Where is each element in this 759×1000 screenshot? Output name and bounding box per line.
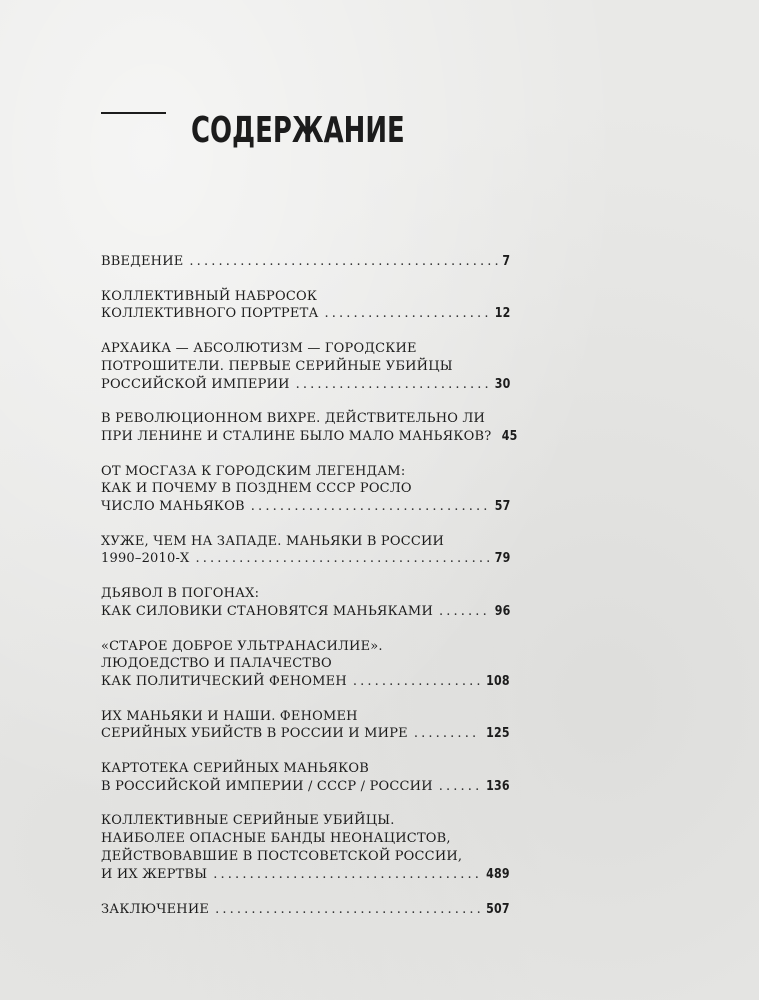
toc-entry[interactable] [101,638,510,691]
toc-entry[interactable] [101,253,510,271]
dot-leader [189,253,498,271]
dot-leader [414,725,480,743]
dot-leader [251,498,490,516]
dot-leader [196,550,490,568]
toc-entry-title-line: КОЛЛЕКТИВНЫЙ НАБРОСОК [101,288,318,304]
toc-entry-title-line: КАК И ПОЧЕМУ В ПОЗДНЕМ СССР РОСЛО [101,481,412,497]
toc-entry-title-line: И ИХ ЖЕРТВЫ [101,866,208,882]
toc-page-number: 7 [502,254,510,269]
toc-entry-last-line [101,550,510,568]
toc-entry-last-line [101,866,510,884]
toc-entry-last-line [101,725,510,743]
toc-entry[interactable] [101,708,510,743]
toc-entry[interactable] [101,901,510,919]
toc-entry-title-line: ПРИ ЛЕНИНЕ И СТАЛИНЕ БЫЛО МАЛО МАНЬЯКОВ? [101,428,492,444]
toc-page-number: 45 [502,428,518,444]
toc-page-number: 507 [486,902,510,918]
toc-entry-title-line: ИХ МАНЬЯКИ И НАШИ. ФЕНОМЕН [101,708,358,724]
toc-entry-last-line [101,376,510,394]
toc-entry-title-line: ПОТРОШИТЕЛИ. ПЕРВЫЕ СЕРИЙНЫЕ УБИЙЦЫ [101,358,453,374]
toc-entry-last-line [101,498,510,516]
toc-entry-last-line [101,428,518,446]
toc-entry[interactable] [101,585,510,620]
toc-entry-title-line: 1990–2010-Х [101,551,190,567]
toc-entry-last-line [101,673,510,691]
toc-page-number: 108 [486,673,510,689]
toc-entry-title-line: ЗАКЛЮЧЕНИЕ [101,902,210,918]
toc-entry-title-line: ДЕЙСТВОВАВШИЕ В ПОСТСОВЕТСКОЙ РОССИИ, [101,848,463,864]
toc-page-number: 57 [494,499,510,515]
toc-entry[interactable] [101,463,510,516]
toc-page-number: 12 [494,306,510,322]
dot-leader [296,376,490,394]
toc-entry-title-line: В РОССИЙСКОЙ ИМПЕРИИ / СССР / РОССИИ [101,778,433,794]
toc-entry-title-line: КОЛЛЕКТИВНОГО ПОРТРЕТА [101,306,319,322]
toc-entry-title-line: «СТАРОЕ ДОБРОЕ УЛЬТРАНАСИЛИЕ». [101,638,383,654]
toc-entry-title-line: ВВЕДЕНИЕ [101,254,184,269]
dot-leader [325,305,490,323]
toc-entry[interactable] [101,760,510,795]
toc-page-number: 125 [486,726,510,742]
toc-entry[interactable] [101,288,510,323]
toc-entry-title-line: ОТ МОСГАЗА К ГОРОДСКИМ ЛЕГЕНДАМ: [101,463,406,479]
toc-entry-title-line: ЧИСЛО МАНЬЯКОВ [101,499,245,515]
toc-entry[interactable] [101,410,518,445]
toc-page-number: 79 [494,551,510,567]
toc-entry-title-line: РОССИЙСКОЙ ИМПЕРИИ [101,376,290,392]
toc-entry-title-line: КАК ПОЛИТИЧЕСКИЙ ФЕНОМЕН [101,673,347,689]
toc-entry-title-line: АРХАИКА — АБСОЛЮТИЗМ — ГОРОДСКИЕ [101,341,417,357]
toc-entry-title-line: КОЛЛЕКТИВНЫЕ СЕРИЙНЫЕ УБИЙЦЫ. [101,813,395,829]
toc-entry-last-line [101,305,510,323]
toc-page-number: 136 [486,778,510,794]
toc-entry-title-line: ХУЖЕ, ЧЕМ НА ЗАПАДЕ. МАНЬЯКИ В РОССИИ [101,533,445,549]
toc-entry-last-line [101,253,510,271]
toc-entry-title-line: КАК СИЛОВИКИ СТАНОВЯТСЯ МАНЬЯКАМИ [101,603,433,619]
title-rule [101,112,166,114]
toc-entry-title-line: ДЬЯВОЛ В ПОГОНАХ: [101,586,260,602]
toc-entry-last-line [101,603,510,621]
toc-page-number: 489 [486,866,510,882]
toc-entry[interactable] [101,533,510,568]
table-of-contents [101,253,518,919]
toc-entry-title-line: СЕРИЙНЫХ УБИЙСТВ В РОССИИ И МИРЕ [101,726,408,742]
toc-entry[interactable] [101,340,510,393]
toc-entry-last-line [101,778,510,796]
toc-entry-title-line: НАИБОЛЕЕ ОПАСНЫЕ БАНДЫ НЕОНАЦИСТОВ, [101,831,451,847]
dot-leader [353,673,480,691]
dot-leader [215,901,480,919]
toc-page-number: 96 [494,603,510,619]
dot-leader [439,778,481,796]
toc-entry[interactable] [101,812,510,883]
toc-page-number: 30 [494,376,510,392]
toc-entry-title-line: КАРТОТЕКА СЕРИЙНЫХ МАНЬЯКОВ [101,761,369,777]
dot-leader [439,603,490,621]
toc-entry-title-line: В РЕВОЛЮЦИОННОМ ВИХРЕ. ДЕЙСТВИТЕЛЬНО ЛИ [101,411,486,427]
toc-entry-last-line [101,901,510,919]
dot-leader [213,866,480,884]
page-title: СОДЕРЖАНИЕ [191,110,405,151]
toc-entry-title-line: ЛЮДОЕДСТВО И ПАЛАЧЕСТВО [101,656,332,672]
